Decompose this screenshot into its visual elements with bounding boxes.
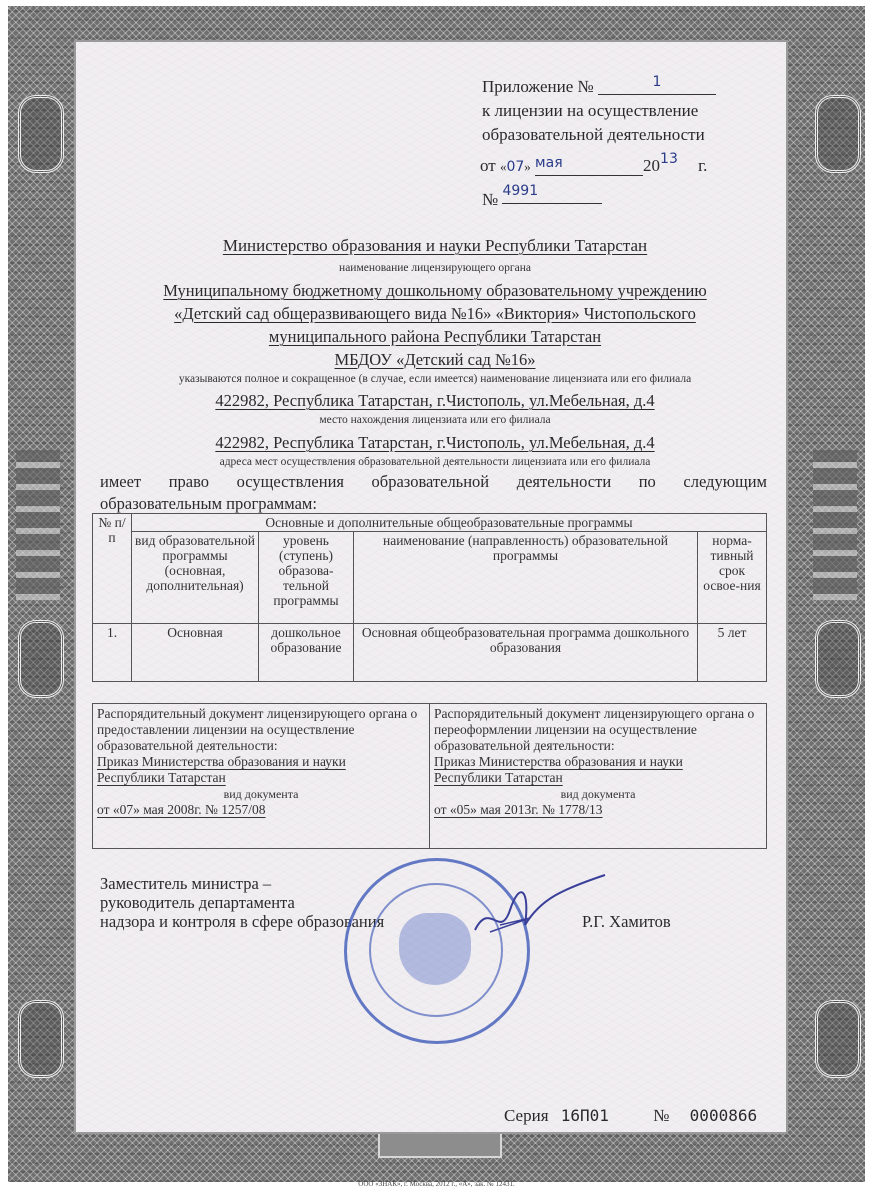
- location-caption: место нахождения лицензиата или его филиала: [319, 414, 551, 426]
- licensee-name-line3: муниципального района Республики Татарстан: [268, 327, 602, 346]
- row-level: дошкольное образование: [259, 624, 354, 682]
- date-year-suffix: 13: [660, 151, 678, 167]
- appendix-line3: образовательной деятельности: [482, 125, 705, 144]
- date-prefix: от: [480, 156, 496, 175]
- signatory-name: Р.Г. Хамитов: [582, 912, 671, 931]
- border-ornament: [18, 1000, 64, 1078]
- signatory-position-line1: Заместитель министра –: [100, 874, 272, 893]
- activity-caption: адреса мест осуществления образовательной деятельности лицензиата или его филиала: [219, 456, 651, 468]
- border-stars-right: [813, 450, 857, 600]
- signatory-position: [100, 874, 384, 931]
- printer-footer: ООО «ЗНАК», г. Москва, 2012 г., «А», зак. № 12431.: [358, 1180, 515, 1188]
- reissue-document-date: от «05» мая 2013г. № 1778/13: [434, 802, 603, 817]
- appendix-label: Приложение №: [482, 77, 594, 96]
- series-number-label: №: [653, 1106, 670, 1125]
- row-no: 1.: [93, 624, 132, 682]
- programs-group-header: Основные и дополнительные общеобразовательные программы: [132, 514, 767, 532]
- signatory-position-line3: надзора и контроля в сфере образования: [100, 912, 385, 931]
- appendix-line2: к лицензии на осуществление: [482, 101, 699, 120]
- eagle-emblem-icon: [399, 913, 471, 985]
- programs-table: [92, 513, 767, 682]
- col-no-header: № п/п: [93, 514, 132, 624]
- series-value: 16П01: [560, 1106, 609, 1125]
- col-name-header: наименование (направленность) образовательной программы: [354, 532, 698, 624]
- row-name: Основная общеобразовательная программа дошкольного образования: [354, 624, 698, 682]
- date-day: 07: [506, 159, 525, 175]
- border-ornament: [815, 620, 861, 698]
- grant-document-line2: Республики Татарстан: [97, 770, 226, 785]
- reissue-document-heading: Распорядительный документ лицензирующего органа о переоформлении лицензии на осуществление образовательной деятельности:: [434, 706, 755, 753]
- appendix-block: Приложение № 1 к лицензии на осуществление образовательной деятельности от «07» мая $20^{13}$ г. № 4991: [482, 70, 716, 212]
- license-number: 4991: [502, 179, 602, 204]
- reissue-document-line2: Республики Татарстан: [434, 770, 563, 785]
- series-label: Серия: [504, 1106, 549, 1125]
- documents-table: [92, 703, 767, 849]
- licensee-name-caption: указываются полное и сокращенное (в случае, если имеется) наименование лицензиата или его филиала: [178, 373, 692, 385]
- date-month: мая: [535, 151, 643, 176]
- border-ornament: [815, 1000, 861, 1078]
- col-level-header: уровень (ступень) образова-тельной программы: [259, 532, 354, 624]
- authority-caption: наименование лицензирующего органа: [339, 262, 531, 274]
- date-suffix: г.: [698, 156, 708, 175]
- licensee-name-line2: «Детский сад общеразвивающего вида №16» «Виктория» Чистопольского: [174, 304, 696, 323]
- border-stars-left: [16, 450, 60, 600]
- activity-address: 422982, Республика Татарстан, г.Чистополь, ул.Мебельная, д.4: [215, 433, 655, 452]
- reissue-document-cell: [430, 704, 767, 849]
- border-ornament: [18, 620, 64, 698]
- col-kind-header: вид образовательной программы (основная, дополнительная): [132, 532, 259, 624]
- grant-document-heading: Распорядительный документ лицензирующего органа о предоставлении лицензии на осуществление образовательной деятельности:: [97, 706, 418, 753]
- signature: [470, 870, 610, 950]
- row-kind: Основная: [132, 624, 259, 682]
- table-row: [93, 624, 767, 682]
- license-no-label: №: [482, 190, 499, 209]
- row-term: 5 лет: [698, 624, 767, 682]
- grant-document-line1: Приказ Министерства образования и науки: [97, 754, 346, 769]
- col-term-header: норма-тивный срок освое-ния: [698, 532, 767, 624]
- reissue-document-line1: Приказ Министерства образования и науки: [434, 754, 683, 769]
- right-statement-cont: образовательным программам:: [100, 494, 317, 513]
- border-ornament: [815, 95, 861, 173]
- reissue-document-caption: вид документа: [560, 787, 636, 801]
- authority-name: Министерство образования и науки Республики Татарстан: [222, 236, 648, 255]
- border-ornament: [18, 95, 64, 173]
- border-bottom-plate: [378, 1128, 502, 1158]
- grant-document-caption: вид документа: [223, 787, 299, 801]
- grant-document-date: от «07» мая 2008г. № 1257/08: [97, 802, 266, 817]
- licensee-name-line1: Муниципальному бюджетному дошкольному образовательному учреждению: [163, 281, 707, 300]
- series-block: [504, 1106, 757, 1126]
- licensee-short-name: МБДОУ «Детский сад №16»: [334, 350, 536, 369]
- grant-document-cell: [93, 704, 430, 849]
- series-number: 0000866: [689, 1106, 758, 1125]
- appendix-number: 1: [598, 70, 716, 95]
- signatory-position-line2: руководитель департамента: [100, 893, 295, 912]
- licensee-location: 422982, Республика Татарстан, г.Чистополь, ул.Мебельная, д.4: [215, 391, 655, 410]
- right-statement: имеет право осуществления образовательной деятельности по следующим: [100, 472, 767, 491]
- date-year-prefix: 20: [643, 156, 661, 175]
